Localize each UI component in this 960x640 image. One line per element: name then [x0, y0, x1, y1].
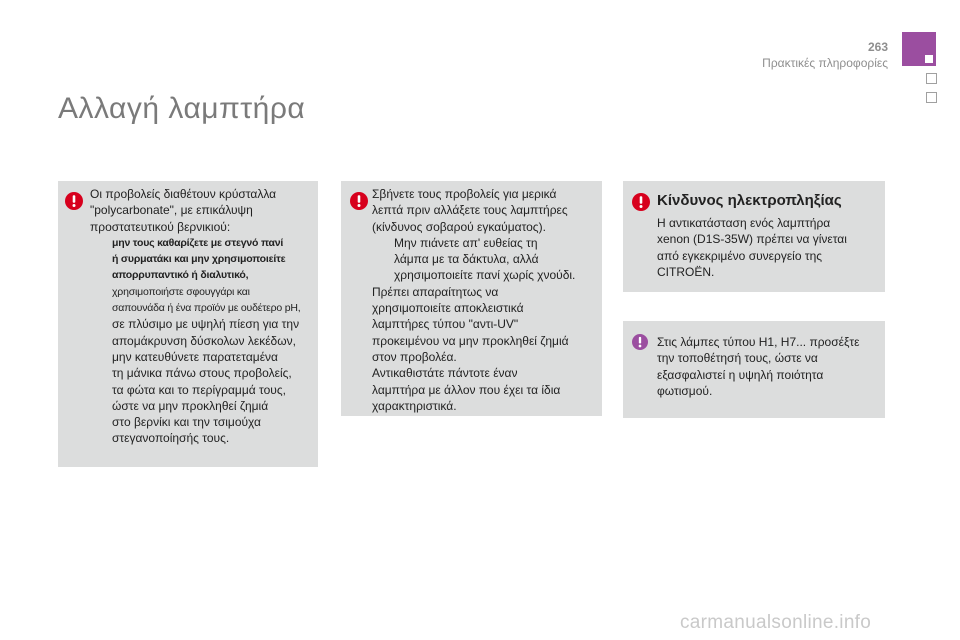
text-line: από εγκεκριμένο συνεργείο της [657, 248, 823, 263]
text-line: χαρακτηριστικά. [372, 398, 457, 413]
warning-icon [65, 192, 83, 210]
warning-panel-bulb-handling [341, 181, 602, 416]
text-line: (κίνδυνος σοβαρού εγκαύματος). [372, 219, 546, 234]
info-panel-bulb-positioning [623, 321, 885, 418]
text-line: Η αντικατάσταση ενός λαμπτήρα [657, 216, 831, 230]
text-line: ή συρματάκι και μην χρησιμοποιείτε [112, 253, 286, 266]
text-line: Μην πιάνετε απ' ευθείας τη [394, 235, 538, 250]
text-line: μην κατευθύνετε παρατεταμένα [112, 349, 278, 364]
text-line: χρησιμοποιήστε σφουγγάρι και [112, 285, 250, 298]
watermark: carmanualsonline.info [680, 612, 872, 633]
warning-icon [632, 193, 650, 211]
text-line: στεγανοποίησής τους. [112, 431, 230, 446]
page-number: 263 [867, 40, 888, 54]
text-line: απομάκρυνση δύσκολων λεκέδων, [112, 333, 296, 348]
text-line: xenon (D1S-35W) πρέπει να γίνεται [657, 232, 847, 247]
warning-panel-electric-shock [623, 181, 885, 292]
section-label: Πρακτικές πληροφορίες [762, 56, 888, 70]
text-line: εξασφαλιστεί η υψηλή ποιότητα [657, 367, 824, 382]
text-line: την τοποθέτησή τους, ώστε να [657, 351, 818, 366]
text-line: CITROËN. [657, 264, 715, 279]
text-line: προκειμένου να μην προκληθεί ζημιά [372, 333, 569, 348]
text-line: λάμπα με τα δάκτυλα, αλλά [394, 252, 539, 267]
text-line: Σβήνετε τους προβολείς για μερικά [372, 187, 557, 201]
page-title: Αλλαγή λαμπτήρα [58, 92, 306, 125]
section-tab[interactable] [926, 73, 937, 84]
text-line: Αντικαθιστάτε πάντοτε έναν [372, 366, 518, 381]
text-line: χρησιμοποιείτε αποκλειστικά [372, 301, 524, 316]
text-line: Οι προβολείς διαθέτουν κρύσταλλα [90, 187, 277, 201]
text-line: απορρυπαντικό ή διαλυτικό, [112, 269, 249, 282]
text-line: προστατευτικού βερνικιού: [90, 219, 231, 234]
text-line: στο βερνίκι και την τσιμούχα [112, 415, 261, 430]
text-line: λεπτά πριν αλλάξετε τους λαμπτήρες [372, 203, 568, 218]
bullet-item [372, 235, 600, 284]
bullet-item [90, 284, 314, 317]
text-line: τα φώτα και το περίγραμμά τους, [112, 382, 286, 397]
text-line: σε πλύσιμο με υψηλή πίεση για την [112, 317, 300, 332]
section-tab-active[interactable] [902, 32, 936, 66]
warning-panel-polycarbonate [58, 181, 318, 467]
text-line: ώστε να μην προκληθεί ζημιά [112, 398, 269, 413]
text-line: σαπουνάδα ή ένα προϊόν με ουδέτερο pH, [112, 302, 301, 315]
bullet-item [90, 235, 314, 284]
text-line: μην τους καθαρίζετε με στεγνό πανί [112, 236, 284, 249]
bullet-item [90, 316, 314, 446]
text-line: "polycarbonate", με επικάλυψη [90, 203, 253, 218]
tab-dot [925, 55, 933, 63]
text-line: φωτισμού. [657, 383, 713, 398]
text-line: τη μάνικα πάνω στους προβολείς, [112, 366, 292, 381]
text-line: Στις λάμπες τύπου H1, H7... προσέξτε [657, 335, 860, 349]
section-tab[interactable] [926, 92, 937, 103]
text-line: στον προβολέα. [372, 349, 457, 364]
info-icon [632, 334, 648, 350]
warning-icon [350, 192, 368, 210]
text-line: χρησιμοποιείτε πανί χωρίς χνούδι. [394, 268, 576, 283]
text-line: Πρέπει απαραίτητως να [372, 284, 499, 299]
text-line: λαμπτήρες τύπου "αντι-UV" [372, 317, 519, 332]
panel-heading: Κίνδυνος ηλεκτροπληξίας [657, 192, 842, 209]
text-line: λαμπτήρα με άλλον που έχει τα ίδια [372, 382, 561, 397]
